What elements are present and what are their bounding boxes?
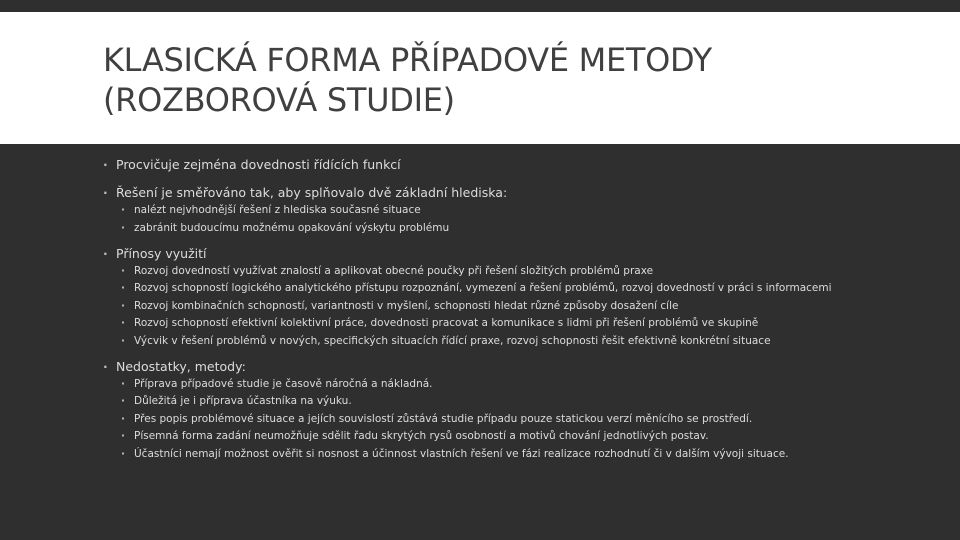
slide-title: KLASICKÁ FORMA PŘÍPADOVÉ METODY (ROZBOROVÁ STUDIE) <box>103 41 712 119</box>
sub-bullet-item: · Důležitá je i příprava účastníka na výuku. <box>116 395 863 407</box>
bullet-item <box>103 156 863 173</box>
sub-bullet-item: · Přes popis problémové situace a jejích souvislostí zůstává studie případu pouze statickou verzí měnícího se prostředí. <box>116 413 863 425</box>
sub-bullet-item: · nalézt nejvhodnější řešení z hlediska současné situace <box>116 204 863 216</box>
sub-bullet-item: · Rozvoj dovedností využívat znalostí a aplikovat obecné poučky při řešení složitých problémů praxe <box>116 265 863 277</box>
sub-bullet-list <box>116 265 863 347</box>
sub-bullet-item: · Účastníci nemají možnost ověřit si nosnost a účinnost vlastních řešení ve fázi realizace rozhodnutí či v dalším vývoji situace. <box>116 448 863 460</box>
sub-bullet-item: · Písemná forma zadání neumožňuje sdělit řadu skrytých rysů osobností a motivů chování jednotlivých postav. <box>116 430 863 442</box>
sub-bullet-item: · zabránit budoucímu možnému opakování výskytu problému <box>116 222 863 234</box>
bullet-list <box>103 156 863 460</box>
sub-bullet-item: · Příprava případové studie je časově náročná a nákladná. <box>116 378 863 390</box>
sub-bullet-item: · Výcvik v řešení problémů v nových, specifických situacích řídící praxe, rozvoj schopnosti řešit efektivně konkrétní situace <box>116 335 863 347</box>
sub-bullet-item: · Rozvoj schopností logického analytického přístupu rozpoznání, vymezení a řešení problémů, rozvoj dovedností v práci s informacemi <box>116 282 863 294</box>
sub-bullet-list <box>116 204 863 234</box>
bullet-item <box>103 358 863 460</box>
sub-bullet-item: · Rozvoj kombinačních schopností, variantnosti v myšlení, schopnosti hledat různé způsoby dosažení cíle <box>116 300 863 312</box>
sub-bullet-item: · Rozvoj schopností efektivní kolektivní práce, dovednosti pracovat a komunikace s lidmi při řešení problémů ve skupině <box>116 317 863 329</box>
bullet-text: Přínosy využití <box>116 245 207 261</box>
bullet-text: Řešení je směřováno tak, aby splňovalo dvě základní hlediska: <box>116 185 508 200</box>
bullet-item <box>103 184 863 234</box>
slide-content <box>103 156 863 471</box>
bullet-text: Procvičuje zejména dovednosti řídících funkcí <box>116 157 401 172</box>
sub-bullet-list <box>116 378 863 460</box>
bullet-item <box>103 245 863 347</box>
bullet-text: Nedostatky, metody: <box>116 358 246 374</box>
